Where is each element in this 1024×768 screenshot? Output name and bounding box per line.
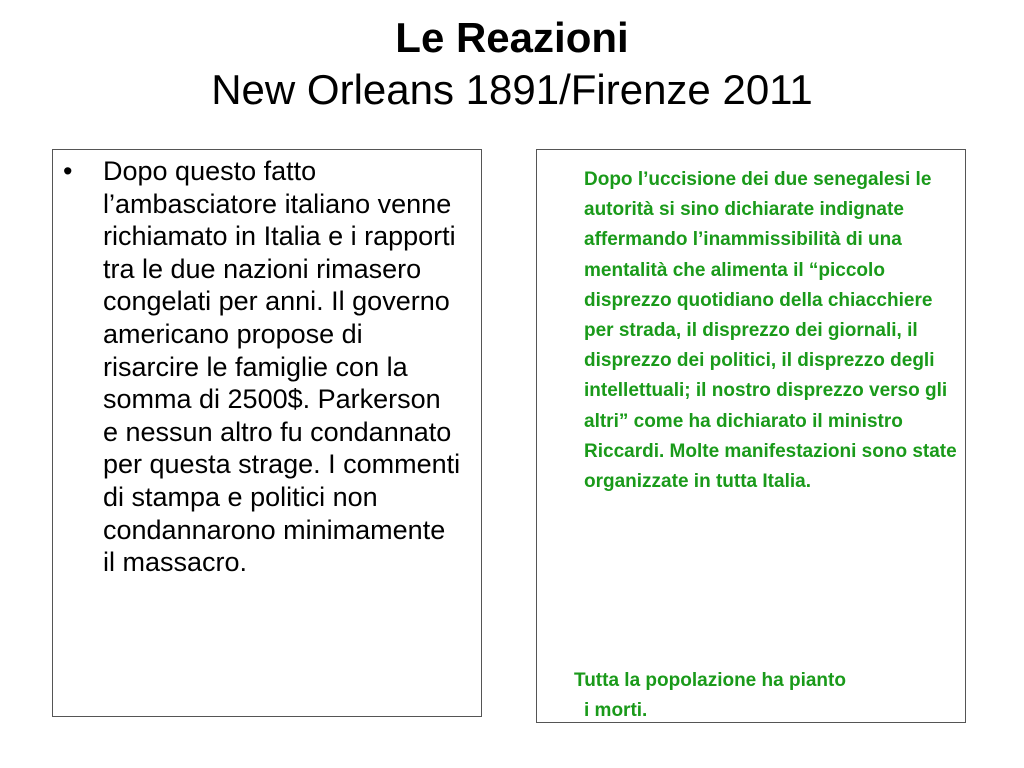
bullet-marker: • [63,156,73,186]
right-paragraph-2 [574,666,959,726]
right-paragraph-2-line-1: Tutta la popolazione ha pianto [574,670,846,691]
left-text-box [52,149,482,717]
right-text-box [536,149,966,723]
right-paragraph-2-line-2: i morti. [584,700,648,722]
slide-title [0,12,1024,116]
left-bullet-item [53,155,463,579]
right-paragraph-1: Dopo l’uccisione dei due senegalesi le autorità si sino dichiarate indignate affermando l’inammissibilità di una mentalità che alimenta il “piccolo disprezzo quotidiano della chiacchiere per strada, il disprezzo dei giornali, il disprezzo dei politici, il disprezzo degli intellettuali; il nostro disprezzo verso gli altri” come ha dichiarato il ministro Riccardi. Molte manifestazioni sono state organizzate in tutta Italia. [584,169,957,493]
title-main: Le Reazioni [395,14,629,61]
title-subtitle: New Orleans 1891/Firenze 2011 [211,66,813,113]
left-bullet-text: Dopo questo fatto l’ambasciatore italiano venne richiamato in Italia e i rapporti tra le due nazioni rimasero congelati per anni. Il governo americano propose di risarcire le famiglie con la somma di 2500$. Parkerson e nessun altro fu condannato per questa strage. I commenti di stampa e politici non condannarono minimamente il massacro. [103,156,461,578]
